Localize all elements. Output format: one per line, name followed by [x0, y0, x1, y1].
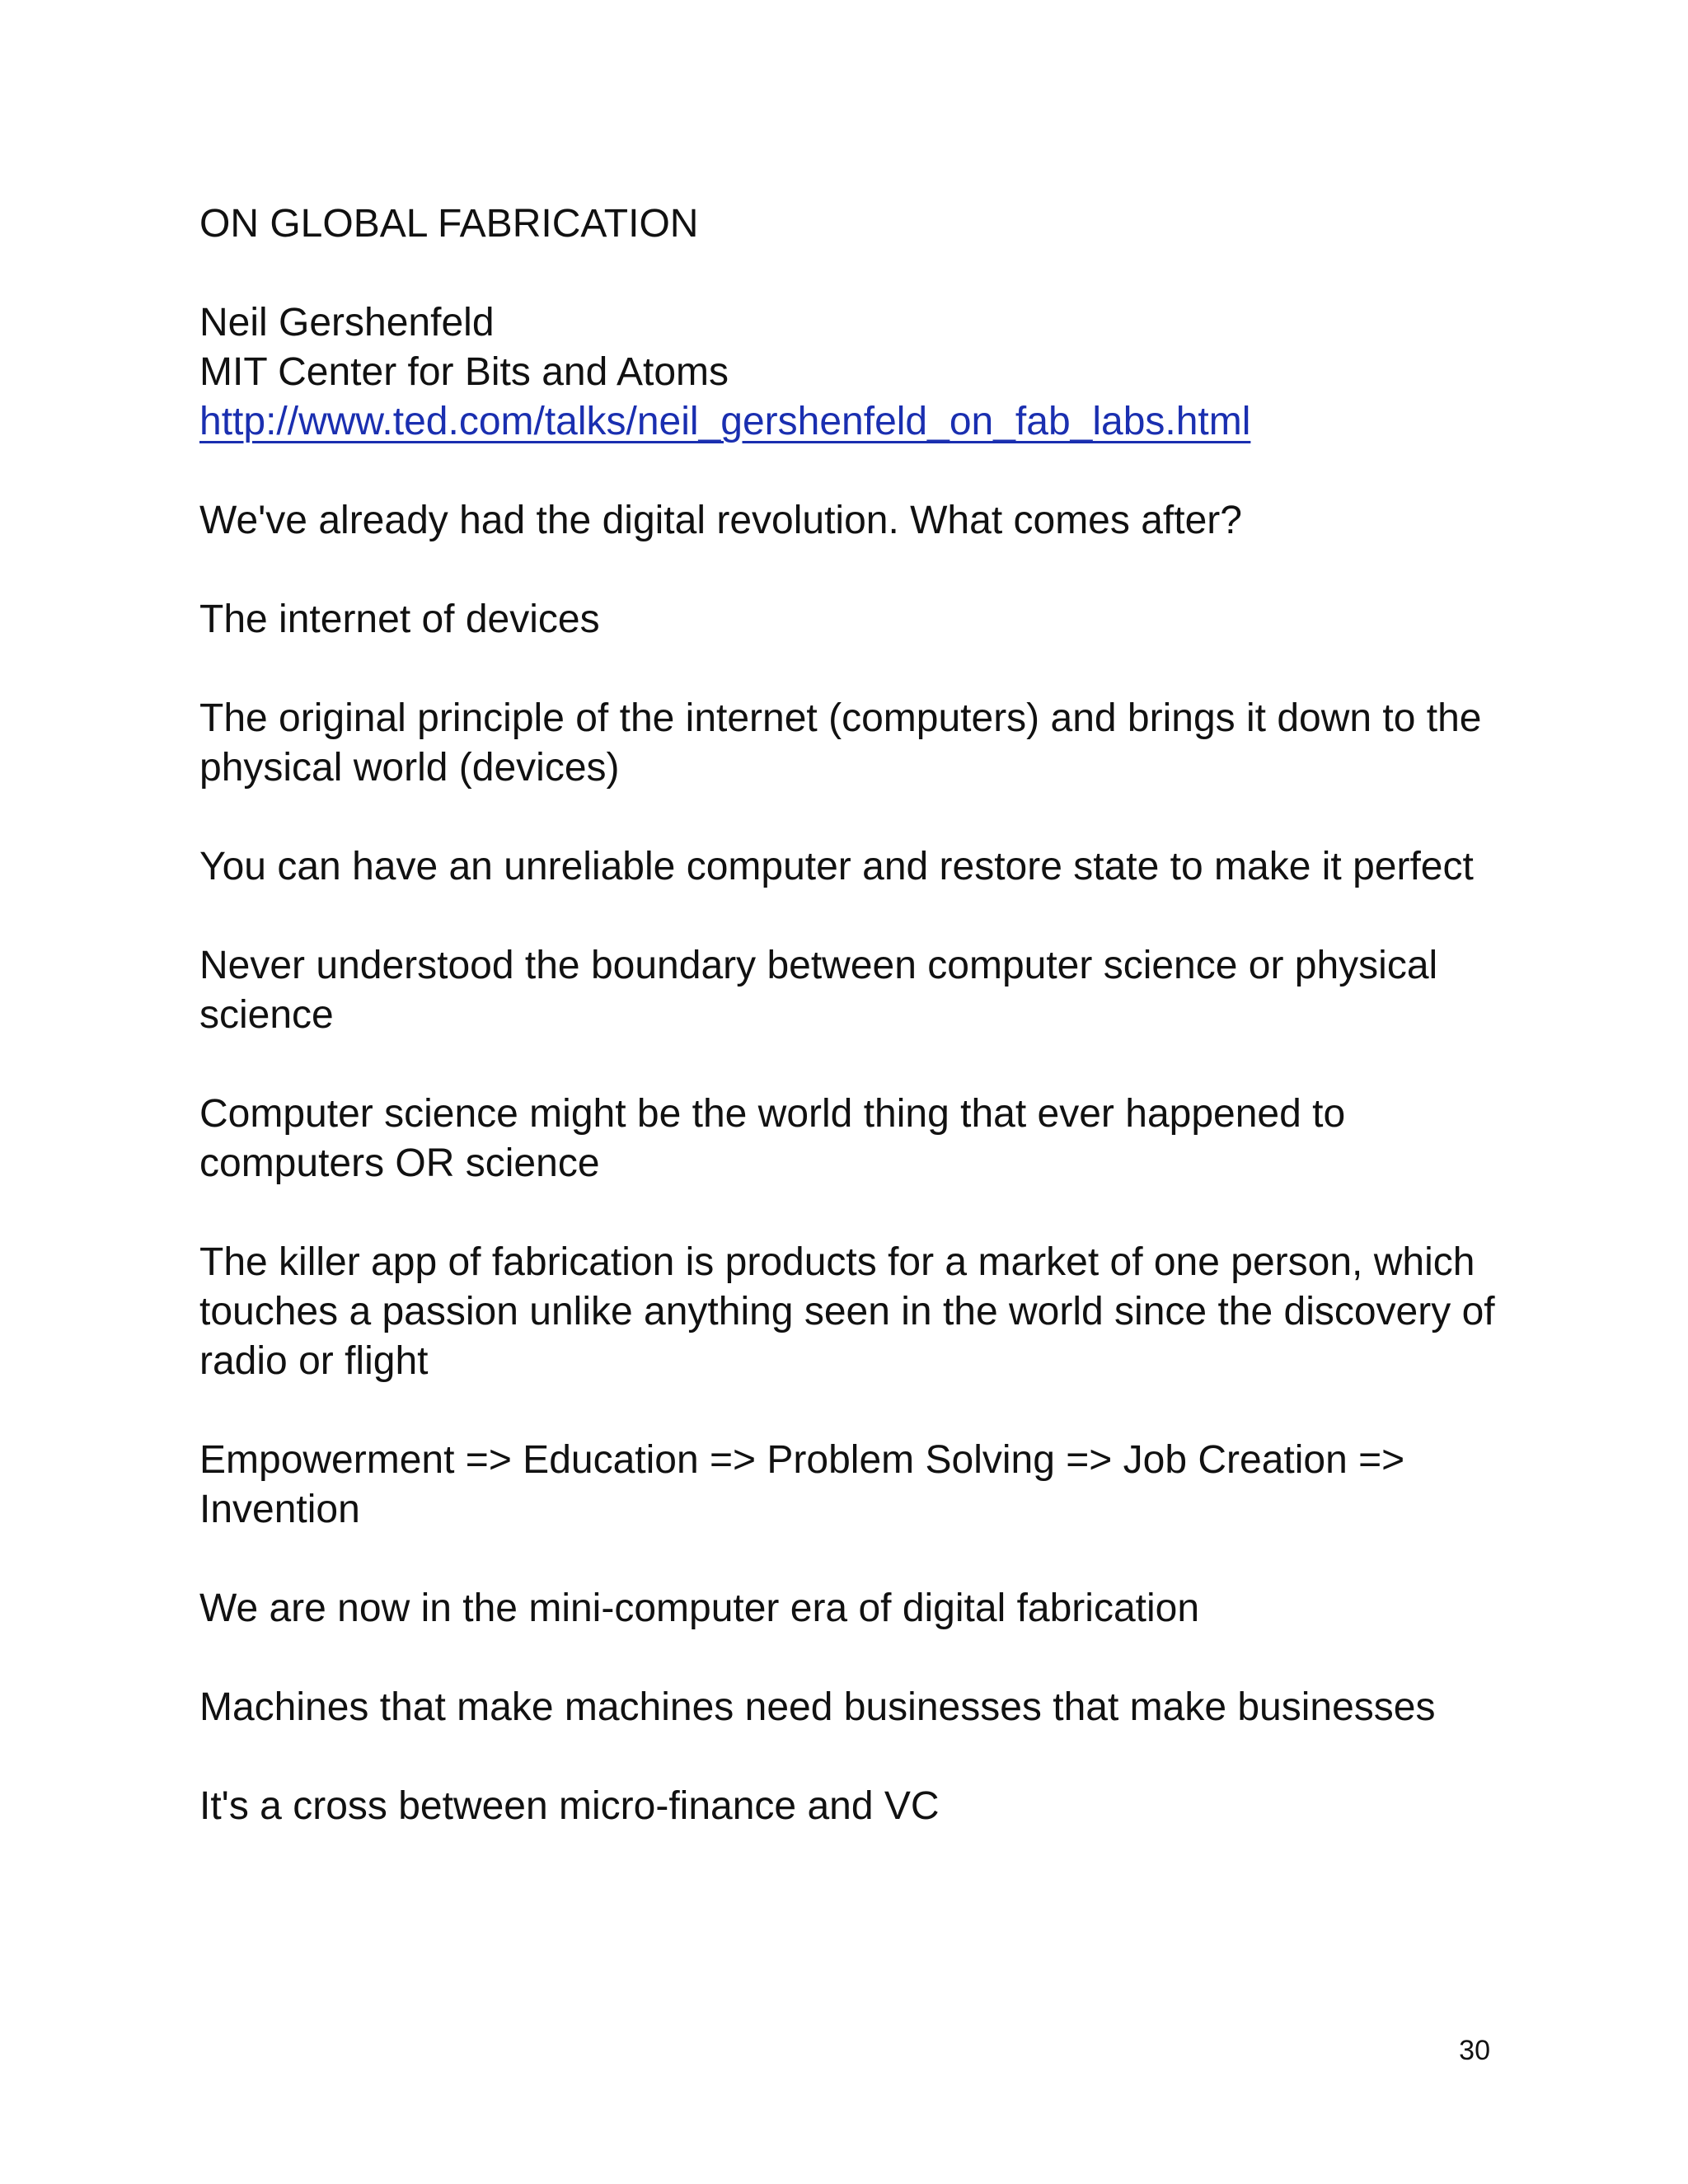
- document-title: ON GLOBAL FABRICATION: [199, 202, 699, 246]
- paragraph: You can have an unreliable computer and restore state to make it perfect: [199, 845, 1474, 888]
- paragraph: We are now in the mini-computer era of digital fabrication: [199, 1586, 1200, 1630]
- paragraph: The original principle of the internet (computers) and brings it down to the physical world (devices): [199, 696, 1482, 790]
- paragraph: Machines that make machines need businesses that make businesses: [199, 1685, 1436, 1729]
- paragraph: Computer science might be the world thing that ever happened to computers OR science: [199, 1092, 1346, 1185]
- paragraph: It's a cross between micro-finance and VC: [199, 1784, 940, 1828]
- paragraph: Never understood the boundary between computer science or physical science: [199, 944, 1438, 1037]
- paragraph: The killer app of fabrication is products for a market of one person, which touches a passion unlike anything seen in the world since the discovery of radio or flight: [199, 1240, 1495, 1383]
- author-name: Neil Gershenfeld: [199, 301, 495, 344]
- paragraph: The internet of devices: [199, 598, 600, 641]
- paragraph: Empowerment => Education => Problem Solving => Job Creation => Invention: [199, 1438, 1405, 1531]
- paragraph: We've already had the digital revolution. What comes after?: [199, 499, 1242, 542]
- author-affiliation: MIT Center for Bits and Atoms: [199, 350, 729, 394]
- page-number: 30: [1459, 2035, 1490, 2066]
- document-content: [199, 199, 1518, 1881]
- ted-talk-link[interactable]: http://www.ted.com/talks/neil_gershenfeld_on_fab_labs.html: [199, 400, 1251, 443]
- author-block: [199, 298, 1518, 447]
